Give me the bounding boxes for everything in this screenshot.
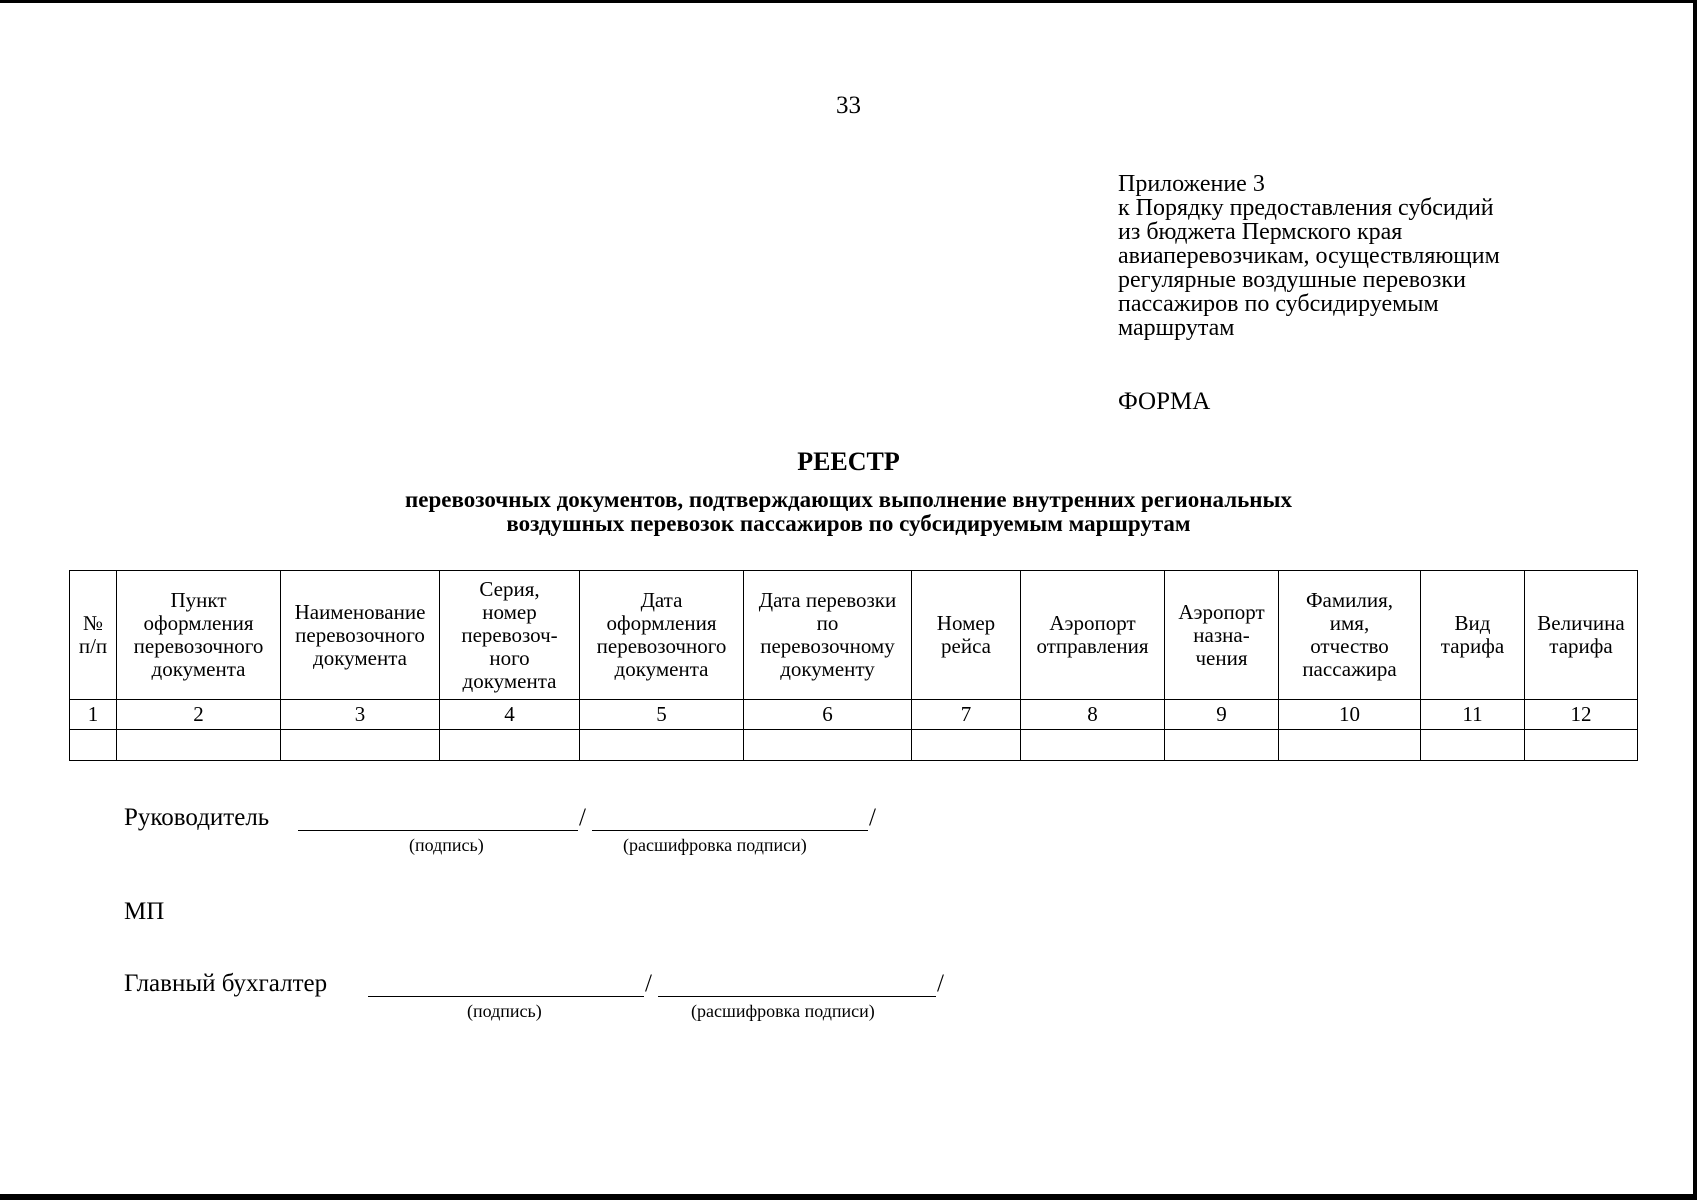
header-cell: Фамилия, имя, отчество пассажира	[1279, 571, 1421, 700]
slash-separator: /	[645, 970, 652, 997]
form-label: ФОРМА	[1118, 388, 1211, 415]
column-number-cell: 10	[1279, 700, 1421, 730]
column-number-cell: 12	[1525, 700, 1638, 730]
document-title: РЕЕСТР	[797, 447, 900, 476]
scan-border-right	[1693, 0, 1697, 1200]
header-cell: Номер рейса	[912, 571, 1021, 700]
empty-cell[interactable]	[1165, 730, 1279, 761]
header-cell: Величина тарифа	[1525, 571, 1638, 700]
empty-cell[interactable]	[744, 730, 912, 761]
appendix-line: авиаперевозчикам, осуществляющим	[1118, 243, 1500, 269]
column-number-row	[70, 700, 1638, 730]
appendix-line: к Порядку предоставления субсидий	[1118, 195, 1494, 221]
appendix-note	[1118, 172, 1588, 340]
stamp-label: МП	[124, 898, 165, 925]
header-cell: Пункт оформления перевозочного документа	[117, 571, 281, 700]
appendix-line: пассажиров по субсидируемым	[1118, 291, 1439, 317]
empty-cell[interactable]	[281, 730, 440, 761]
header-cell: Дата оформления перевозочного документа	[580, 571, 744, 700]
column-number-cell: 8	[1021, 700, 1165, 730]
slash-separator: /	[937, 970, 944, 997]
subtitle-line: воздушных перевозок пассажиров по субсидируемым маршрутам	[506, 511, 1191, 536]
header-cell: Серия, номер перевозоч- ного документа	[440, 571, 580, 700]
empty-cell[interactable]	[580, 730, 744, 761]
empty-cell[interactable]	[70, 730, 117, 761]
header-cell: Аэропорт назна- чения	[1165, 571, 1279, 700]
table-header-row	[70, 571, 1638, 700]
page-number: 33	[836, 92, 861, 119]
slash-separator: /	[579, 804, 586, 831]
head-label: Руководитель	[124, 804, 270, 831]
appendix-line: из бюджета Пермского края	[1118, 219, 1403, 245]
column-number-cell: 11	[1421, 700, 1525, 730]
appendix-line: регулярные воздушные перевозки	[1118, 267, 1466, 293]
empty-cell[interactable]	[117, 730, 281, 761]
empty-cell[interactable]	[440, 730, 580, 761]
header-cell: Вид тарифа	[1421, 571, 1525, 700]
scan-border-top	[0, 0, 1697, 3]
header-cell: Дата перевозки по перевозочному документу	[744, 571, 912, 700]
appendix-line: Приложение 3	[1118, 171, 1265, 197]
column-number-cell: 5	[580, 700, 744, 730]
column-number-cell: 4	[440, 700, 580, 730]
accountant-decode-line[interactable]	[658, 996, 936, 997]
slash-separator: /	[869, 804, 876, 831]
head-signature-line[interactable]	[298, 830, 578, 831]
empty-cell[interactable]	[1279, 730, 1421, 761]
head-signature-caption: (подпись)	[409, 835, 484, 855]
head-decode-caption: (расшифровка подписи)	[623, 835, 807, 855]
accountant-decode-caption: (расшифровка подписи)	[691, 1001, 875, 1021]
appendix-line: маршрутам	[1118, 315, 1235, 341]
accountant-label: Главный бухгалтер	[124, 970, 328, 997]
column-number-cell: 2	[117, 700, 281, 730]
document-subtitle	[0, 488, 1697, 536]
header-cell: Наименование перевозочного документа	[281, 571, 440, 700]
empty-cell[interactable]	[912, 730, 1021, 761]
column-number-cell: 6	[744, 700, 912, 730]
empty-cell[interactable]	[1421, 730, 1525, 761]
empty-cell[interactable]	[1525, 730, 1638, 761]
subtitle-line: перевозочных документов, подтверждающих выполнение внутренних региональных	[405, 487, 1292, 512]
column-number-cell: 9	[1165, 700, 1279, 730]
header-cell: Аэропорт отправления	[1021, 571, 1165, 700]
column-number-cell: 1	[70, 700, 117, 730]
accountant-signature-caption: (подпись)	[467, 1001, 542, 1021]
accountant-signature-line[interactable]	[368, 996, 644, 997]
empty-cell[interactable]	[1021, 730, 1165, 761]
scan-border-bottom	[0, 1194, 1697, 1200]
head-signature-block	[124, 804, 904, 864]
accountant-signature-block	[124, 970, 964, 1030]
empty-data-row	[70, 730, 1638, 761]
column-number-cell: 7	[912, 700, 1021, 730]
header-cell: № п/п	[70, 571, 117, 700]
column-number-cell: 3	[281, 700, 440, 730]
head-decode-line[interactable]	[592, 830, 868, 831]
registry-table	[69, 570, 1638, 761]
